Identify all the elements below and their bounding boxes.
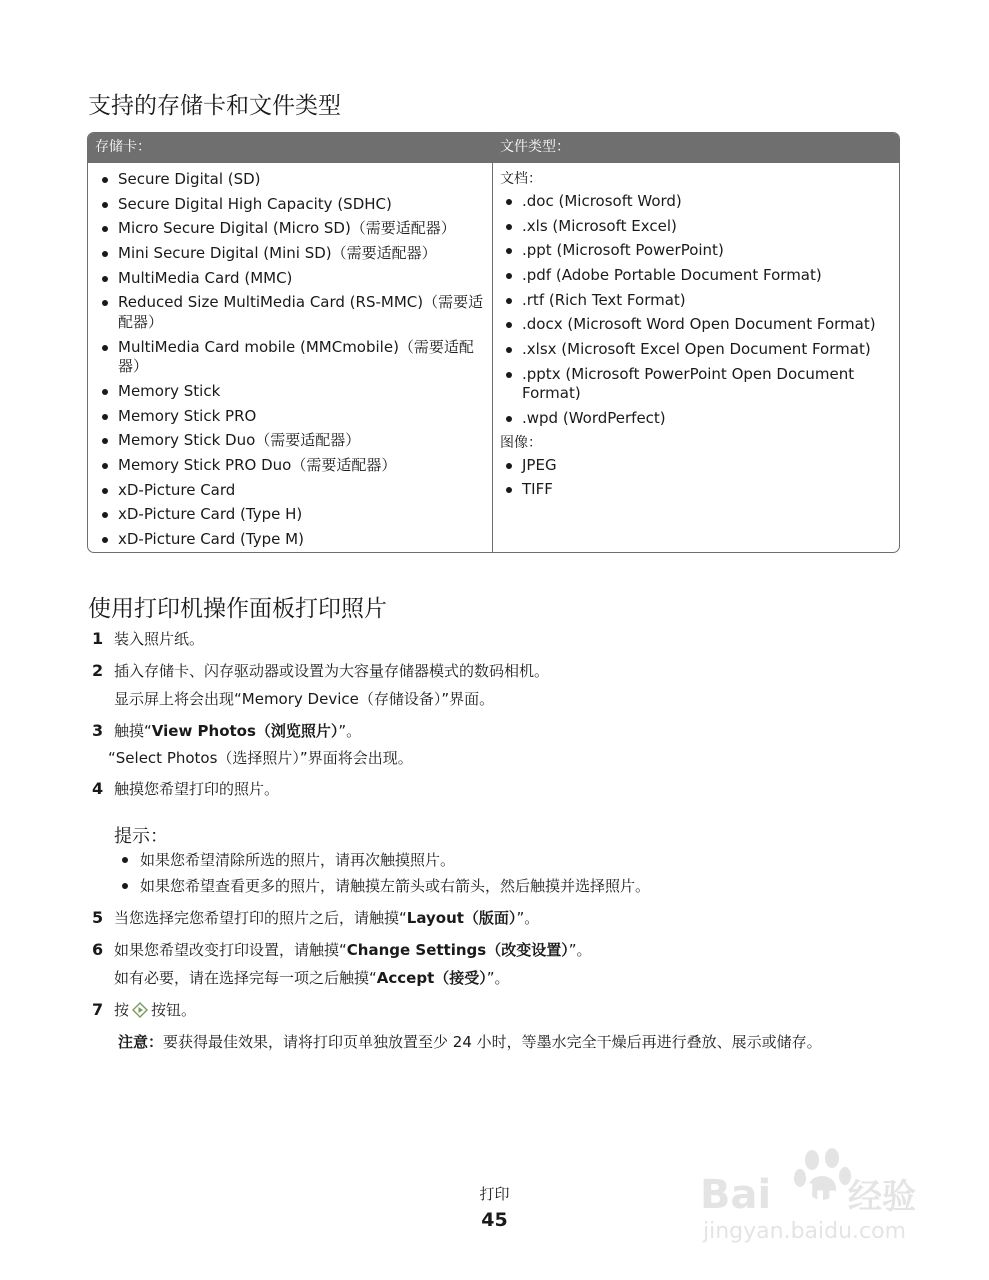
- footer-chapter: 打印: [479, 1185, 510, 1203]
- step-4: [92, 779, 279, 799]
- list-item: Secure Digital (SD): [101, 170, 484, 190]
- step-text-post: 按钮。: [151, 1001, 197, 1019]
- list-item: Mini Secure Digital (Mini SD)（需要适配器）: [101, 244, 484, 264]
- list-item: xD-Picture Card (Type H): [101, 505, 484, 525]
- list-item: xD-Picture Card: [101, 481, 484, 501]
- step-text-pre: 按: [114, 1001, 130, 1019]
- table-body: [88, 163, 899, 553]
- tip-item: 如果您希望清除所选的照片，请再次触摸照片。: [120, 850, 455, 870]
- list-item: Reduced Size MultiMedia Card (RS-MMC)（需要适配器）: [101, 293, 484, 332]
- watermark-brand: Bai: [700, 1172, 772, 1218]
- step-text-pre: 当您选择完您希望打印的照片之后，请触摸“: [114, 909, 407, 927]
- step-text-post: ”。: [516, 909, 540, 927]
- documents-label: 文档：: [500, 171, 542, 187]
- tips-title: 提示：: [114, 826, 168, 847]
- step-1: [92, 629, 204, 649]
- accept-label: Accept（接受）: [376, 969, 487, 987]
- step-text: 装入照片纸。: [114, 630, 205, 648]
- step-number: 6: [92, 940, 104, 959]
- list-item: Secure Digital High Capacity (SDHC): [101, 195, 484, 215]
- list-item: Memory Stick PRO Duo（需要适配器）: [101, 456, 484, 476]
- list-item: .xlsx (Microsoft Excel Open Document Format): [500, 340, 891, 360]
- list-item: TIFF: [500, 480, 891, 500]
- sub-text-post: ”。: [486, 969, 510, 987]
- step-text: 插入存储卡、闪存驱动器或设置为大容量存储器模式的数码相机。: [114, 662, 550, 680]
- list-item: .rtf (Rich Text Format): [500, 291, 891, 311]
- document-type-list: [500, 192, 891, 429]
- note: [118, 1032, 822, 1052]
- file-types-cell: [493, 163, 899, 553]
- list-item: .pptx (Microsoft PowerPoint Open Document Format): [500, 365, 891, 404]
- tip-item: 如果您希望查看更多的照片，请触摸左箭头或右箭头，然后触摸并选择照片。: [120, 876, 650, 896]
- images-label: 图像：: [500, 434, 542, 451]
- step-3-result: “Select Photos（选择照片）”界面将会出现。: [108, 749, 413, 767]
- step-text-post: ”。: [338, 722, 362, 740]
- list-item: MultiMedia Card mobile (MMCmobile)（需要适配器）: [101, 338, 484, 377]
- step-number: 3: [92, 721, 104, 740]
- list-item: Micro Secure Digital (Micro SD)（需要适配器）: [101, 219, 484, 239]
- note-text: 要获得最佳效果，请将打印页单独放置至少 24 小时，等墨水完全干燥后再进行叠放、展示或储存。: [163, 1033, 822, 1051]
- image-type-list: [500, 456, 891, 500]
- list-item: .docx (Microsoft Word Open Document Format): [500, 315, 891, 335]
- list-item: JPEG: [500, 456, 891, 476]
- page-number: 45: [481, 1209, 508, 1231]
- step-number: 7: [92, 1000, 104, 1019]
- step-number: 2: [92, 661, 104, 680]
- step-7: [92, 1000, 196, 1020]
- list-item: .doc (Microsoft Word): [500, 192, 891, 212]
- step-number: 4: [92, 779, 104, 798]
- list-item: xD-Picture Card (Type M): [101, 530, 484, 550]
- baidu-watermark: [700, 1138, 940, 1268]
- watermark-brand-du: du: [792, 1178, 838, 1216]
- baidu-paw-icon: [700, 1138, 940, 1268]
- step-6-result: [114, 968, 510, 988]
- step-text-pre: 如果您希望改变打印设置，请触摸“: [114, 941, 347, 959]
- supported-formats-table: [87, 132, 900, 553]
- step-6: [92, 940, 592, 960]
- list-item: MultiMedia Card (MMC): [101, 269, 484, 289]
- start-button-icon: [132, 1002, 148, 1018]
- list-item: .ppt (Microsoft PowerPoint): [500, 241, 891, 261]
- view-photos-label: View Photos（浏览照片）: [151, 722, 339, 740]
- change-settings-label: Change Settings（改变设置）: [346, 941, 569, 959]
- step-number: 5: [92, 908, 104, 927]
- step-3: [92, 721, 361, 741]
- memory-cards-cell: [88, 163, 493, 553]
- step-text: 触摸您希望打印的照片。: [114, 780, 280, 798]
- table-header: [88, 133, 899, 163]
- list-item: Memory Stick PRO: [101, 407, 484, 427]
- sub-text-pre: 如有必要，请在选择完每一项之后触摸“: [114, 969, 377, 987]
- step-text-pre: 触摸“: [114, 722, 152, 740]
- step-number: 1: [92, 629, 104, 648]
- section-title-print-photos: 使用打印机操作面板打印照片: [88, 596, 387, 622]
- header-memory-cards: 存储卡：: [88, 133, 493, 162]
- list-item: .xls (Microsoft Excel): [500, 217, 891, 237]
- step-text-post: ”。: [568, 941, 592, 959]
- header-file-types: 文件类型：: [500, 139, 570, 155]
- watermark-cn: 经验: [848, 1177, 916, 1217]
- step-2-result: 显示屏上将会出现“Memory Device（存储设备）”界面。: [114, 690, 495, 708]
- note-label: 注意：: [118, 1033, 164, 1051]
- list-item: Memory Stick Duo（需要适配器）: [101, 431, 484, 451]
- list-item: .pdf (Adobe Portable Document Format): [500, 266, 891, 286]
- step-5: [92, 908, 539, 928]
- layout-label: Layout（版面）: [406, 909, 517, 927]
- memory-card-list: [101, 170, 484, 549]
- list-item: .wpd (WordPerfect): [500, 409, 891, 429]
- watermark-url: jingyan.baidu.com: [703, 1219, 907, 1244]
- section-title-memory-cards: 支持的存储卡和文件类型: [88, 93, 341, 119]
- step-2: [92, 661, 549, 681]
- list-item: Memory Stick: [101, 382, 484, 402]
